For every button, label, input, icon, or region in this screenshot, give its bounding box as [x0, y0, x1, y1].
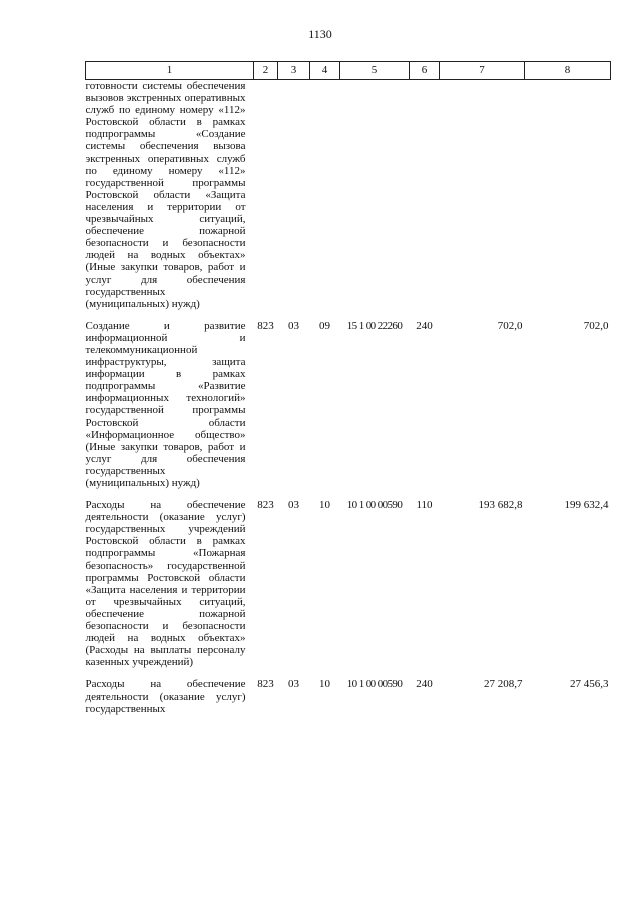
row-description: Создание и развитие информационной и телекоммуникационной инфраструктуры, защита информации в рамках подпрограммы «Развитие информационных технологий» государственной программы Ростовской области «Информационное общество» (Иные закупки товаров, работ и услуг для обеспечения государственных (муниципальных) нужд) [85, 319, 246, 489]
table-row [86, 678, 611, 724]
cell-target-article: 10 1 00 00590 [346, 678, 403, 691]
cell-ministry-code [254, 80, 278, 320]
column-header-2: 2 [254, 62, 278, 80]
budget-table [85, 61, 611, 725]
cell-section [278, 80, 310, 320]
cell-ministry-code: 823 [257, 678, 274, 691]
cell-subsection: 10 [319, 499, 330, 512]
cell-amount-2 [525, 80, 611, 320]
cell-expense-type: 240 [416, 319, 433, 332]
cell-target-article: 10 1 00 00590 [346, 499, 403, 512]
table-row [86, 80, 611, 320]
cell-section: 03 [288, 319, 299, 332]
column-header-5: 5 [340, 62, 410, 80]
cell-expense-type [410, 80, 440, 320]
column-header-7: 7 [440, 62, 525, 80]
row-description: готовности системы обеспечения вызовов экстренных оперативных служб по единому номеру «112» Ростовской области в рамках подпрограммы «Создание системы обеспечения вызова экстренных оперативных служб по единому номеру «112» государственной программы Ростовской области «Защита населения и территории от чрезвычайных ситуаций, обеспечение пожарной безопасности и безопасности людей на водных объектах» (Иные закупки товаров, работ и услуг для обеспечения государственных (муниципальных) нужд) [85, 80, 246, 310]
cell-ministry-code: 823 [257, 319, 274, 332]
cell-ministry-code: 823 [257, 499, 274, 512]
column-header-6: 6 [410, 62, 440, 80]
column-header-3: 3 [278, 62, 310, 80]
cell-target-article: 15 1 00 22260 [346, 319, 403, 332]
cell-amount-1: 193 682,8 [478, 499, 523, 512]
cell-amount-1: 702,0 [497, 319, 523, 332]
table-header [86, 62, 611, 80]
column-header-8: 8 [525, 62, 611, 80]
column-header-1: 1 [86, 62, 254, 80]
cell-amount-2: 27 456,3 [570, 678, 609, 691]
row-description: Расходы на обеспечение деятельности (оказание услуг) государственных учреждений Ростовской области в рамках подпрограммы «Пожарная безопасность» государственной программы Ростовской области «Защита населения и территории от чрезвычайных ситуаций, обеспечение пожарной безопасности и безопасности людей на водных объектах» (Расходы на выплаты персоналу казенных учреждений) [85, 499, 246, 669]
cell-subsection [310, 80, 340, 320]
cell-amount-2: 199 632,4 [564, 499, 609, 512]
table-row [86, 320, 611, 499]
cell-subsection: 10 [319, 678, 330, 691]
cell-target-article [340, 80, 410, 320]
cell-amount-1 [440, 80, 525, 320]
cell-amount-2: 702,0 [583, 319, 609, 332]
cell-amount-1: 27 208,7 [484, 678, 523, 691]
cell-expense-type: 240 [416, 678, 433, 691]
table-row [86, 499, 611, 678]
row-description: Расходы на обеспечение деятельности (оказание услуг) государственных [85, 678, 246, 715]
cell-section: 03 [288, 678, 299, 691]
cell-subsection: 09 [319, 319, 330, 332]
page-number: 1130 [308, 27, 332, 41]
cell-expense-type: 110 [416, 499, 433, 512]
cell-section: 03 [288, 499, 299, 512]
column-header-4: 4 [310, 62, 340, 80]
